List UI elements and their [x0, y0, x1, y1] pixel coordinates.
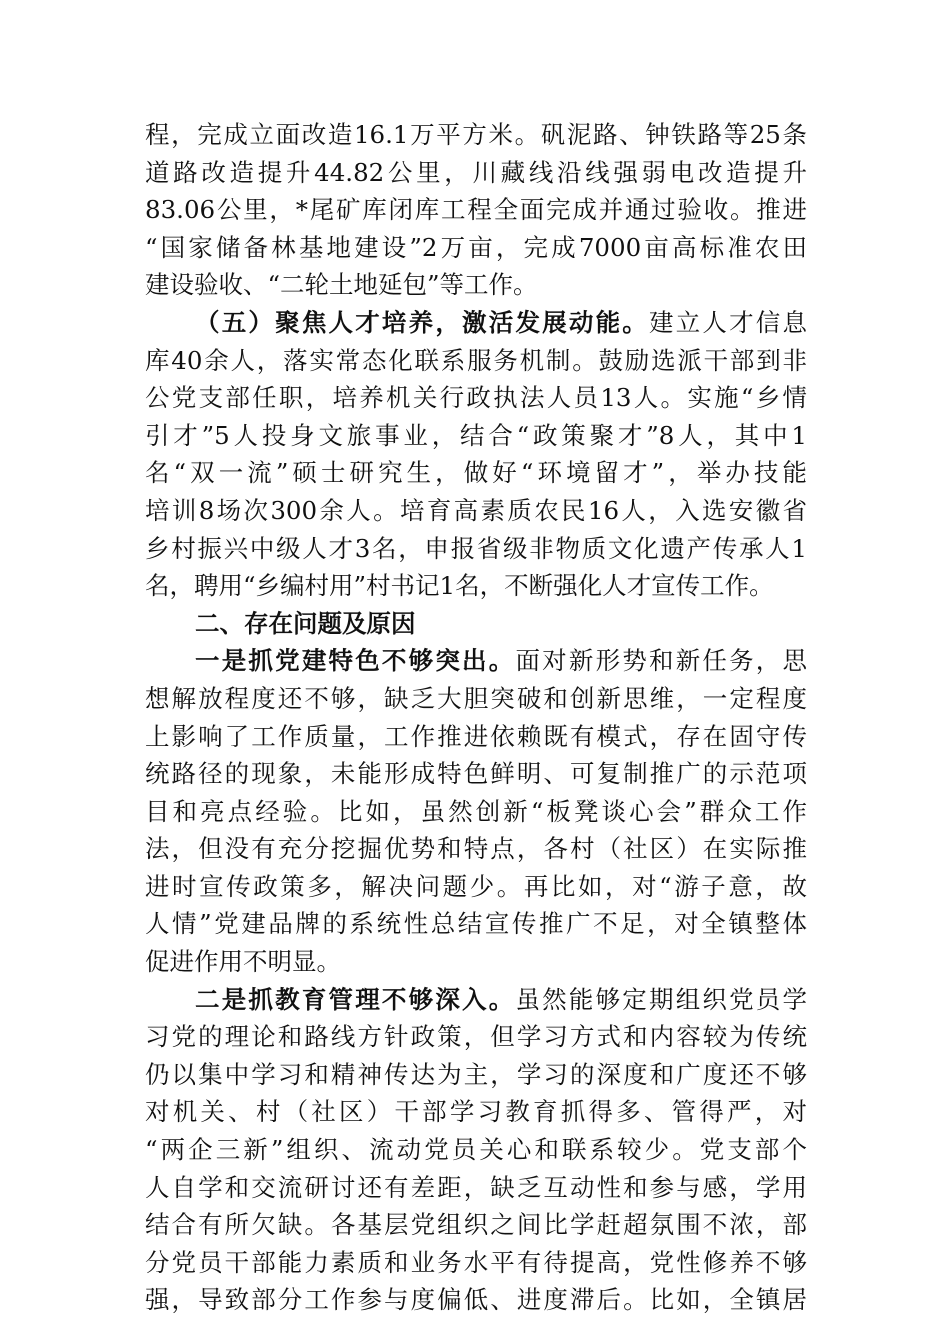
text-line: 促进作用不明显。	[145, 947, 341, 977]
text-line: 强，导致部分工作参与度偏低、进度滞后。比如，全镇居	[145, 1285, 807, 1315]
text-line: 乡村振兴中级人才3名，申报省级非物质文化遗产传承人1	[145, 533, 807, 563]
text-line: 仍以集中学习和精神传达为主，学习的深度和广度还不够	[145, 1059, 807, 1089]
text-line	[145, 304, 807, 342]
paragraph-issue-2	[145, 981, 807, 1319]
text-line: 人自学和交流研讨还有差距，缺乏互动性和参与感，学用	[145, 1172, 807, 1202]
paragraph-text: 面对新形势和新任务，思	[515, 646, 807, 676]
paragraph-talent	[145, 304, 807, 605]
paragraph-lead: 一是抓党建特色不够突出。	[195, 646, 516, 676]
text-line: 程，完成立面改造16.1万平方米。矾泥路、钟铁路等25条	[145, 120, 807, 149]
text-line: 结合有所欠缺。各基层党组织之间比学赶超氛围不浓，部	[145, 1210, 807, 1240]
text-line: 名，聘用“乡编村用”村书记1名，不断强化人才宣传工作。	[145, 571, 774, 601]
section-heading: 二、存在问题及原因	[195, 608, 416, 638]
text-line: 法，但没有充分挖掘优势和特点，各村（社区）在实际推	[145, 834, 807, 864]
paragraph-text: 虽然能够定期组织党员学	[515, 984, 807, 1014]
paragraph-issue-1	[145, 642, 807, 980]
text-line: 分党员干部能力素质和业务水平有待提高，党性修养不够	[145, 1247, 807, 1277]
text-line: 进时宣传政策多，解决问题少。再比如，对“游子意，故	[145, 871, 807, 901]
paragraph-lead: （五）聚焦人才培养，激活发展动能。	[195, 307, 649, 337]
text-line: 引才”5人投身文旅事业，结合“政策聚才”8人，其中1	[145, 420, 807, 450]
text-line: 上影响了工作质量，工作推进依赖既有模式，存在固守传	[145, 721, 807, 751]
text-line: 83.06公里，*尾矿库闭库工程全面完成并通过验收。推进	[145, 195, 807, 225]
text-line: 公党支部任职，培养机关行政执法人员13人。实施“乡情	[145, 383, 807, 413]
paragraph-continuation	[145, 116, 807, 304]
text-line: 库40余人，落实常态化联系服务机制。鼓励选派干部到非	[145, 345, 807, 375]
paragraph-lead: 二是抓教育管理不够深入。	[195, 984, 516, 1014]
text-line	[145, 642, 807, 680]
text-line: 人情”党建品牌的系统性总结宣传推广不足，对全镇整体	[145, 909, 807, 939]
text-line: “两企三新”组织、流动党员关心和联系较少。党支部个	[145, 1135, 807, 1165]
text-line: 对机关、村（社区）干部学习教育抓得多、管得严，对	[145, 1097, 807, 1127]
text-line: 培训8场次300余人。培育高素质农民16人，入选安徽省	[145, 495, 807, 525]
text-line: 名“双一流”硕士研究生，做好“环境留才”，举办技能	[145, 458, 807, 488]
text-line: 习党的理论和路线方针政策，但学习方式和内容较为传统	[145, 1022, 807, 1052]
text-line: 建设验收、“二轮土地延包”等工作。	[145, 270, 538, 300]
text-line: “国家储备林基地建设”2万亩，完成7000亩高标准农田	[145, 232, 807, 262]
document-body	[145, 116, 807, 1319]
text-line	[145, 981, 807, 1019]
text-line: 目和亮点经验。比如，虽然创新“板凳谈心会”群众工作	[145, 796, 807, 826]
text-line: 道路改造提升44.82公里，川藏线沿线强弱电改造提升	[145, 157, 807, 187]
paragraph-text: 建立人才信息	[648, 307, 807, 337]
text-line: 想解放程度还不够，缺乏大胆突破和创新思维，一定程度	[145, 683, 807, 713]
text-line: 统路径的现象，未能形成特色鲜明、可复制推广的示范项	[145, 759, 807, 789]
